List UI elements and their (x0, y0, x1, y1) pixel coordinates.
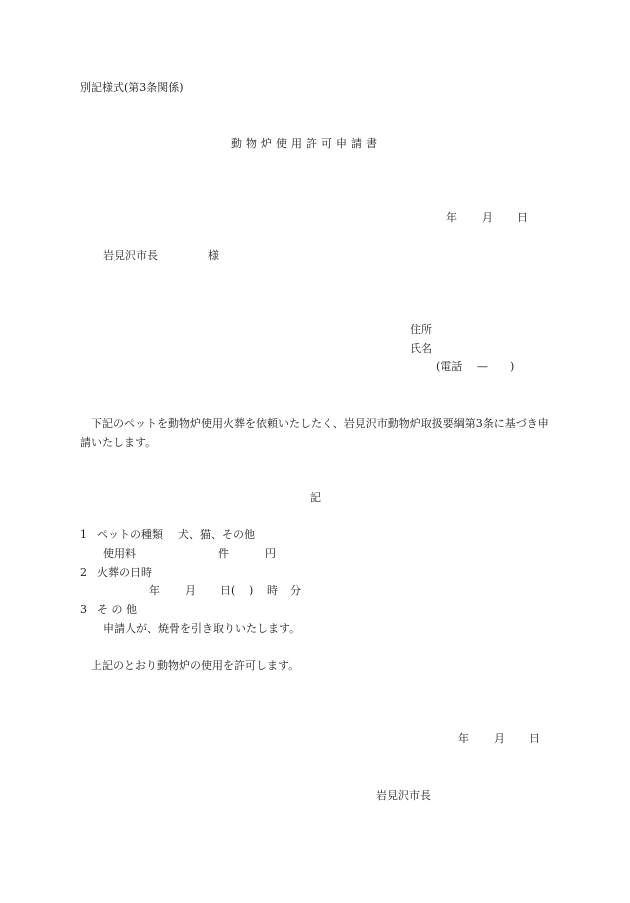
date-month-label: 月 (482, 211, 493, 224)
item1-value: 犬、猫、その他 (178, 528, 255, 541)
phone-open: (電話 (436, 360, 463, 373)
approval-month-label: 月 (494, 732, 505, 745)
fee-count-unit: 件 (218, 547, 229, 560)
cremation-hour: 時 (267, 584, 278, 597)
phone-dash: — (477, 360, 488, 373)
date-year-label: 年 (446, 211, 457, 224)
request-paragraph: 下記のペットを動物炉使用火葬を依頼いたしたく、岩見沢市動物炉取扱要綱第3条に基づき申請いたします。 (80, 417, 549, 449)
item3-number: 3 (80, 603, 87, 616)
cremation-day: 日( (220, 584, 236, 597)
item1-label: ペットの種類 (97, 528, 163, 541)
addressee-name: 岩見沢市長 (103, 249, 158, 262)
item3-label: そ の 他 (97, 603, 137, 616)
form-reference: 別記様式(第3条関係) (80, 81, 184, 94)
cremation-day-close: ) (249, 584, 254, 597)
other-text: 申請人が、焼骨を引き取りいたします。 (103, 622, 301, 635)
item2-label: 火葬の日時 (97, 566, 152, 579)
approval-day-label: 日 (529, 732, 540, 745)
item2-number: 2 (80, 566, 87, 579)
ki-heading: 記 (310, 491, 321, 504)
cremation-year: 年 (149, 584, 160, 597)
fee-label: 使用料 (103, 547, 136, 560)
fee-yen-unit: 円 (265, 547, 276, 560)
document-title: 動物炉使用許可申請書 (231, 137, 381, 150)
addressee-honorific: 様 (208, 249, 219, 262)
address-label: 住所 (410, 323, 432, 336)
approval-text: 上記のとおり動物炉の使用を許可します。 (91, 659, 300, 672)
date-day-label: 日 (517, 211, 528, 224)
phone-close: ) (510, 360, 515, 373)
item1-number: 1 (80, 528, 87, 541)
name-label: 氏名 (410, 342, 432, 355)
cremation-month: 月 (185, 584, 196, 597)
cremation-minute: 分 (290, 584, 301, 597)
approval-year-label: 年 (458, 732, 469, 745)
issuer-name: 岩見沢市長 (376, 789, 431, 802)
